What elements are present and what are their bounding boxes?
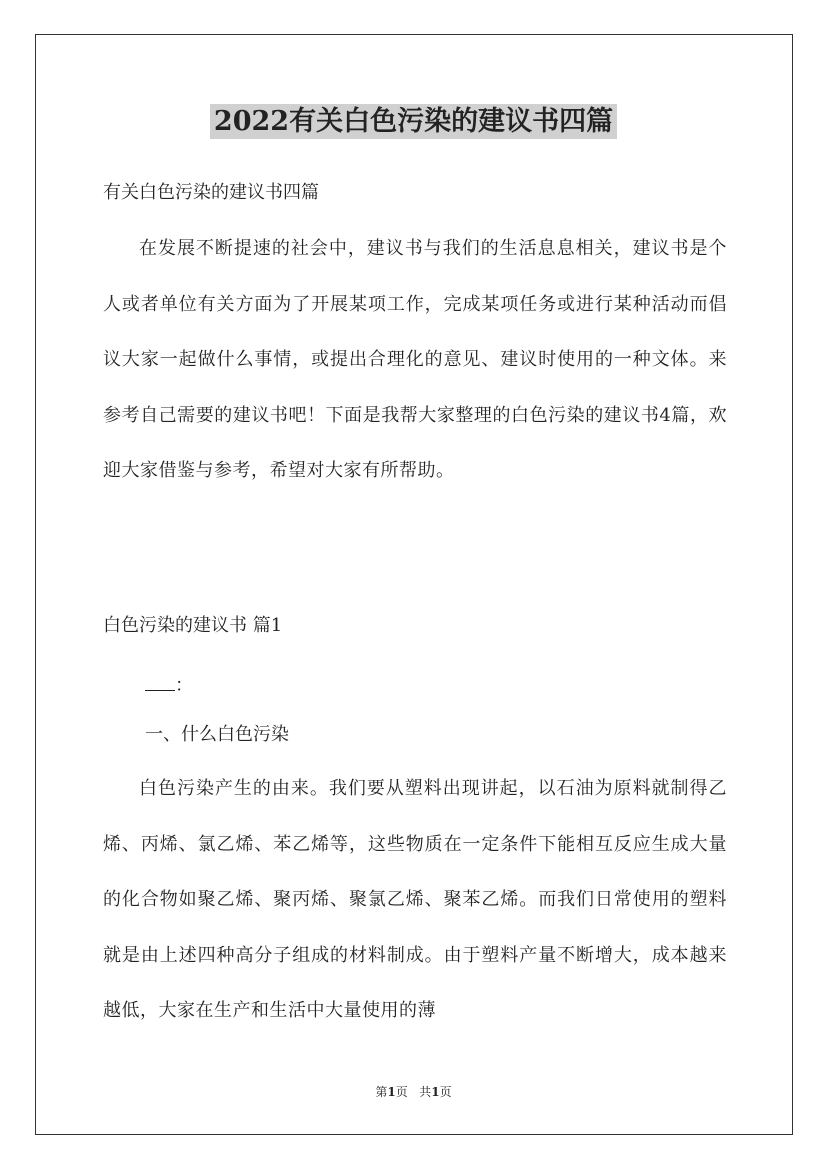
document-title [0, 100, 827, 144]
section-heading: 白色污染的建议书 篇1 [103, 615, 283, 636]
footer-page-suffix: 页 [395, 1085, 408, 1099]
footer-total-pages: 1 [431, 1085, 440, 1099]
subheading: 一、什么白色污染 [145, 724, 289, 745]
footer-total-prefix: 共 [419, 1085, 432, 1099]
salutation-colon: ： [175, 675, 193, 696]
document-subtitle: 有关白色污染的建议书四篇 [103, 182, 319, 203]
salutation-blank [145, 670, 175, 691]
document-title-text: 2022有关白色污染的建议书四篇 [210, 104, 617, 139]
footer-total-suffix: 页 [439, 1085, 452, 1099]
footer-page-prefix: 第 [375, 1085, 388, 1099]
body-paragraph: 白色污染产生的由来。我们要从塑料出现讲起，以石油为原料就制得乙烯、丙烯、氯乙烯、苯乙烯等，这些物质在一定条件下能相互反应生成大量的化合物如聚乙烯、聚丙烯、聚氯乙烯、聚苯乙烯。而我们日常使用的塑料就是由上述四种高分子组成的材料制成。由于塑料产量不断增大，成本越来越低，大家在生产和生活中大量使用的薄 [103, 778, 727, 1021]
footer-page-number: 1 [387, 1085, 396, 1099]
intro-paragraph: 在发展不断提速的社会中，建议书与我们的生活息息相关，建议书是个人或者单位有关方面为了开展某项工作，完成某项任务或进行某种活动而倡议大家一起做什么事情，或提出合理化的意见、建议时使用的一种文体。来参考自己需要的建议书吧！下面是我帮大家整理的白色污染的建议书4篇，欢迎大家借鉴与参考，希望对大家有所帮助。 [103, 238, 727, 481]
salutation-line [145, 670, 193, 701]
page-footer [0, 1084, 827, 1100]
